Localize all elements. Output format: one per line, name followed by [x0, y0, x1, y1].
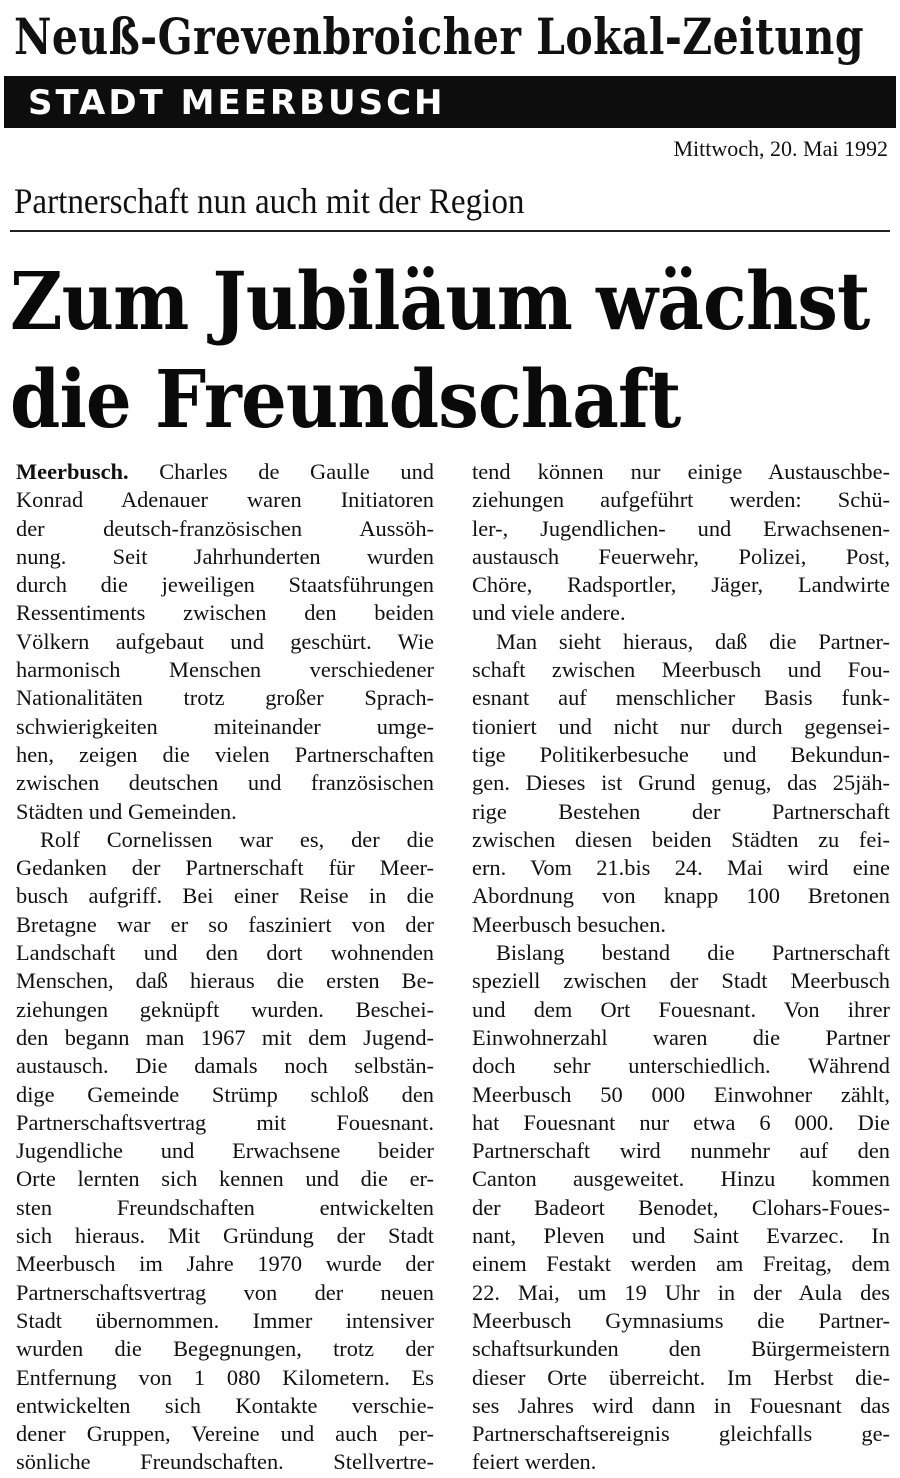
article-text-line: Ressentiments zwischen den beiden	[16, 600, 434, 626]
article-text-line: Partnerschaft wird nunmehr auf den	[472, 1138, 890, 1164]
article-text-line: sich hieraus. Mit Gründung der Stadt	[16, 1223, 434, 1249]
article-text-line: Meerbusch besuchen.	[472, 911, 666, 937]
article-text-line: wurden die Begegnungen, trotz der	[16, 1336, 434, 1362]
article-text-line: Einwohnerzahl waren die Partner	[472, 1024, 890, 1050]
article-text-line: ses Jahres wird dann in Fouesnant das	[472, 1392, 890, 1418]
article-text-line: harmonisch Menschen verschiedener	[16, 657, 434, 683]
article-text-line: Bretagne war er so fasziniert von der	[16, 911, 434, 937]
article-text-line: ziehungen geknüpft wurden. Beschei-	[16, 996, 434, 1022]
article-text-line: Bislang bestand die Partnerschaft	[496, 940, 890, 966]
article-text-line: und viele andere.	[472, 600, 626, 626]
article-text-line: Stadt übernommen. Immer intensiver	[16, 1307, 434, 1333]
article-text-line: speziell zwischen der Stadt Meerbusch	[472, 968, 890, 994]
article-text-line: Partnerschaftsereignis gleichfalls ge-	[472, 1421, 890, 1447]
article-text-line: austausch Feuerwehr, Polizei, Post,	[472, 543, 890, 569]
article-text-line: und dem Ort Fouesnant. Von ihrer	[472, 996, 890, 1022]
kicker-divider	[10, 230, 890, 232]
article-column-left	[16, 458, 434, 1477]
article-text-line: entwickelten sich Kontakte verschie-	[16, 1392, 434, 1418]
article-text-line: nant, Pleven und Saint Evarzec. In	[472, 1223, 890, 1249]
article-text-line: Menschen, daß hieraus die ersten Be-	[16, 968, 434, 994]
article-text-line: tend können nur einige Austauschbe-	[472, 459, 890, 484]
article-text-line: Gedanken der Partnerschaft für Meer-	[16, 855, 434, 881]
article-text-line: Rolf Cornelissen war es, der die	[40, 826, 434, 852]
article-text-line: dieser Orte überreicht. Im Herbst die-	[472, 1364, 890, 1390]
article-text-fragment: Charles de Gaulle und	[128, 459, 434, 484]
section-banner	[4, 76, 896, 128]
article-text-line: Entfernung von 1 080 Kilometern. Es	[16, 1364, 434, 1390]
article-text-line: schaftsurkunden den Bürgermeistern	[472, 1336, 890, 1362]
article-text-line: tige Politikerbesuche und Bekundun-	[472, 741, 890, 767]
article-text-line: ern. Vom 21.bis 24. Mai wird eine	[472, 855, 890, 881]
article-text-line: Konrad Adenauer waren Initiatoren	[16, 487, 434, 513]
article-text-line: Abordnung von knapp 100 Bretonen	[472, 883, 890, 909]
article-text-line: zwischen deutschen und französischen	[16, 770, 434, 796]
article-text-line: hen, zeigen die vielen Partnerschaften	[16, 741, 434, 767]
article-column-right	[472, 458, 890, 1477]
article-text-line: tioniert und nicht nur durch gegensei-	[472, 713, 890, 739]
article-text-line: Jugendliche und Erwachsene beider	[16, 1138, 434, 1164]
article-text-line: 22. Mai, um 19 Uhr in der Aula des	[472, 1279, 890, 1305]
article-text-line: Man sieht hieraus, daß die Partner-	[496, 628, 890, 654]
article-text-line: durch die jeweiligen Staatsführungen	[16, 572, 434, 598]
article-text-line: Chöre, Radsportler, Jäger, Landwirte	[472, 572, 890, 598]
article-text-line: hat Fouesnant nur etwa 6 000. Die	[472, 1109, 890, 1135]
article-text-line: einem Festakt werden am Freitag, dem	[472, 1251, 890, 1277]
article-text-line: der Badeort Benodet, Clohars-Foues-	[472, 1194, 890, 1220]
article-text-line: dige Gemeinde Strümp schloß den	[16, 1081, 434, 1107]
article-text-line: Meerbusch Gymnasiums die Partner-	[472, 1307, 890, 1333]
article-text-line: Meerbusch 50 000 Einwohner zählt,	[472, 1081, 890, 1107]
article-text-line: Landschaft und den dort wohnenden	[16, 940, 434, 966]
article-text-line: Orte lernten sich kennen und die er-	[16, 1166, 434, 1192]
article-text-line: Städten und Gemeinden.	[16, 798, 237, 824]
article-text-line: Partnerschaftsvertrag mit Fouesnant.	[16, 1109, 434, 1135]
article-dateline: Meerbusch.	[16, 459, 129, 484]
article-text-line: dener Gruppen, Vereine und auch per-	[16, 1421, 434, 1447]
article-text-line: zwischen diesen beiden Städten zu fei-	[472, 826, 890, 852]
newspaper-masthead: Neuß-Grevenbroicher Lokal-Zeitung	[14, 7, 864, 66]
article-text-line	[16, 458, 434, 486]
article-text-line: rige Bestehen der Partnerschaft	[472, 798, 890, 824]
article-text-line: ler-, Jugendlichen- und Erwachsenen-	[472, 515, 890, 541]
article-kicker: Partnerschaft nun auch mit der Region	[14, 181, 525, 221]
article-text-line: schwierigkeiten miteinander umge-	[16, 713, 434, 739]
article-text-line: busch aufgriff. Bei einer Reise in die	[16, 883, 434, 909]
article-text-line: doch sehr unterschiedlich. Während	[472, 1053, 890, 1079]
article-text-line: Meerbusch im Jahre 1970 wurde der	[16, 1251, 434, 1277]
article-text-line: gen. Dieses ist Grund genug, das 25jäh-	[472, 770, 890, 796]
article-text-line: ziehungen aufgeführt werden: Schü-	[472, 487, 890, 513]
article-text-line: schaft zwischen Meerbusch und Fou-	[472, 657, 890, 683]
article-text-line: nung. Seit Jahrhunderten wurden	[16, 543, 434, 569]
article-text-line: den begann man 1967 mit dem Jugend-	[16, 1024, 434, 1050]
article-text-line: Nationalitäten trotz großer Sprach-	[16, 685, 434, 711]
article-headline	[10, 252, 870, 448]
headline-line-2: die Freundschaft	[10, 352, 681, 446]
article-text-line: esnant auf menschlicher Basis funk-	[472, 685, 890, 711]
article-text-line: der deutsch-französischen Aussöh-	[16, 515, 434, 541]
article-text-line: austausch. Die damals noch selbstän-	[16, 1053, 434, 1079]
article-text-line: feiert werden.	[472, 1449, 597, 1475]
section-label: STADT MEERBUSCH	[28, 83, 446, 123]
article-text-line: sönliche Freundschaften. Stellvertre-	[16, 1449, 434, 1475]
article-text-line: Partnerschaftsvertrag von der neuen	[16, 1279, 434, 1305]
article-text-line: sten Freundschaften entwickelten	[16, 1194, 434, 1220]
article-text-line: Canton ausgeweitet. Hinzu kommen	[472, 1166, 890, 1192]
article-text-line: Völkern aufgebaut und geschürt. Wie	[16, 628, 434, 654]
issue-date: Mittwoch, 20. Mai 1992	[673, 136, 888, 161]
headline-line-1: Zum Jubiläum wächst	[10, 254, 870, 348]
